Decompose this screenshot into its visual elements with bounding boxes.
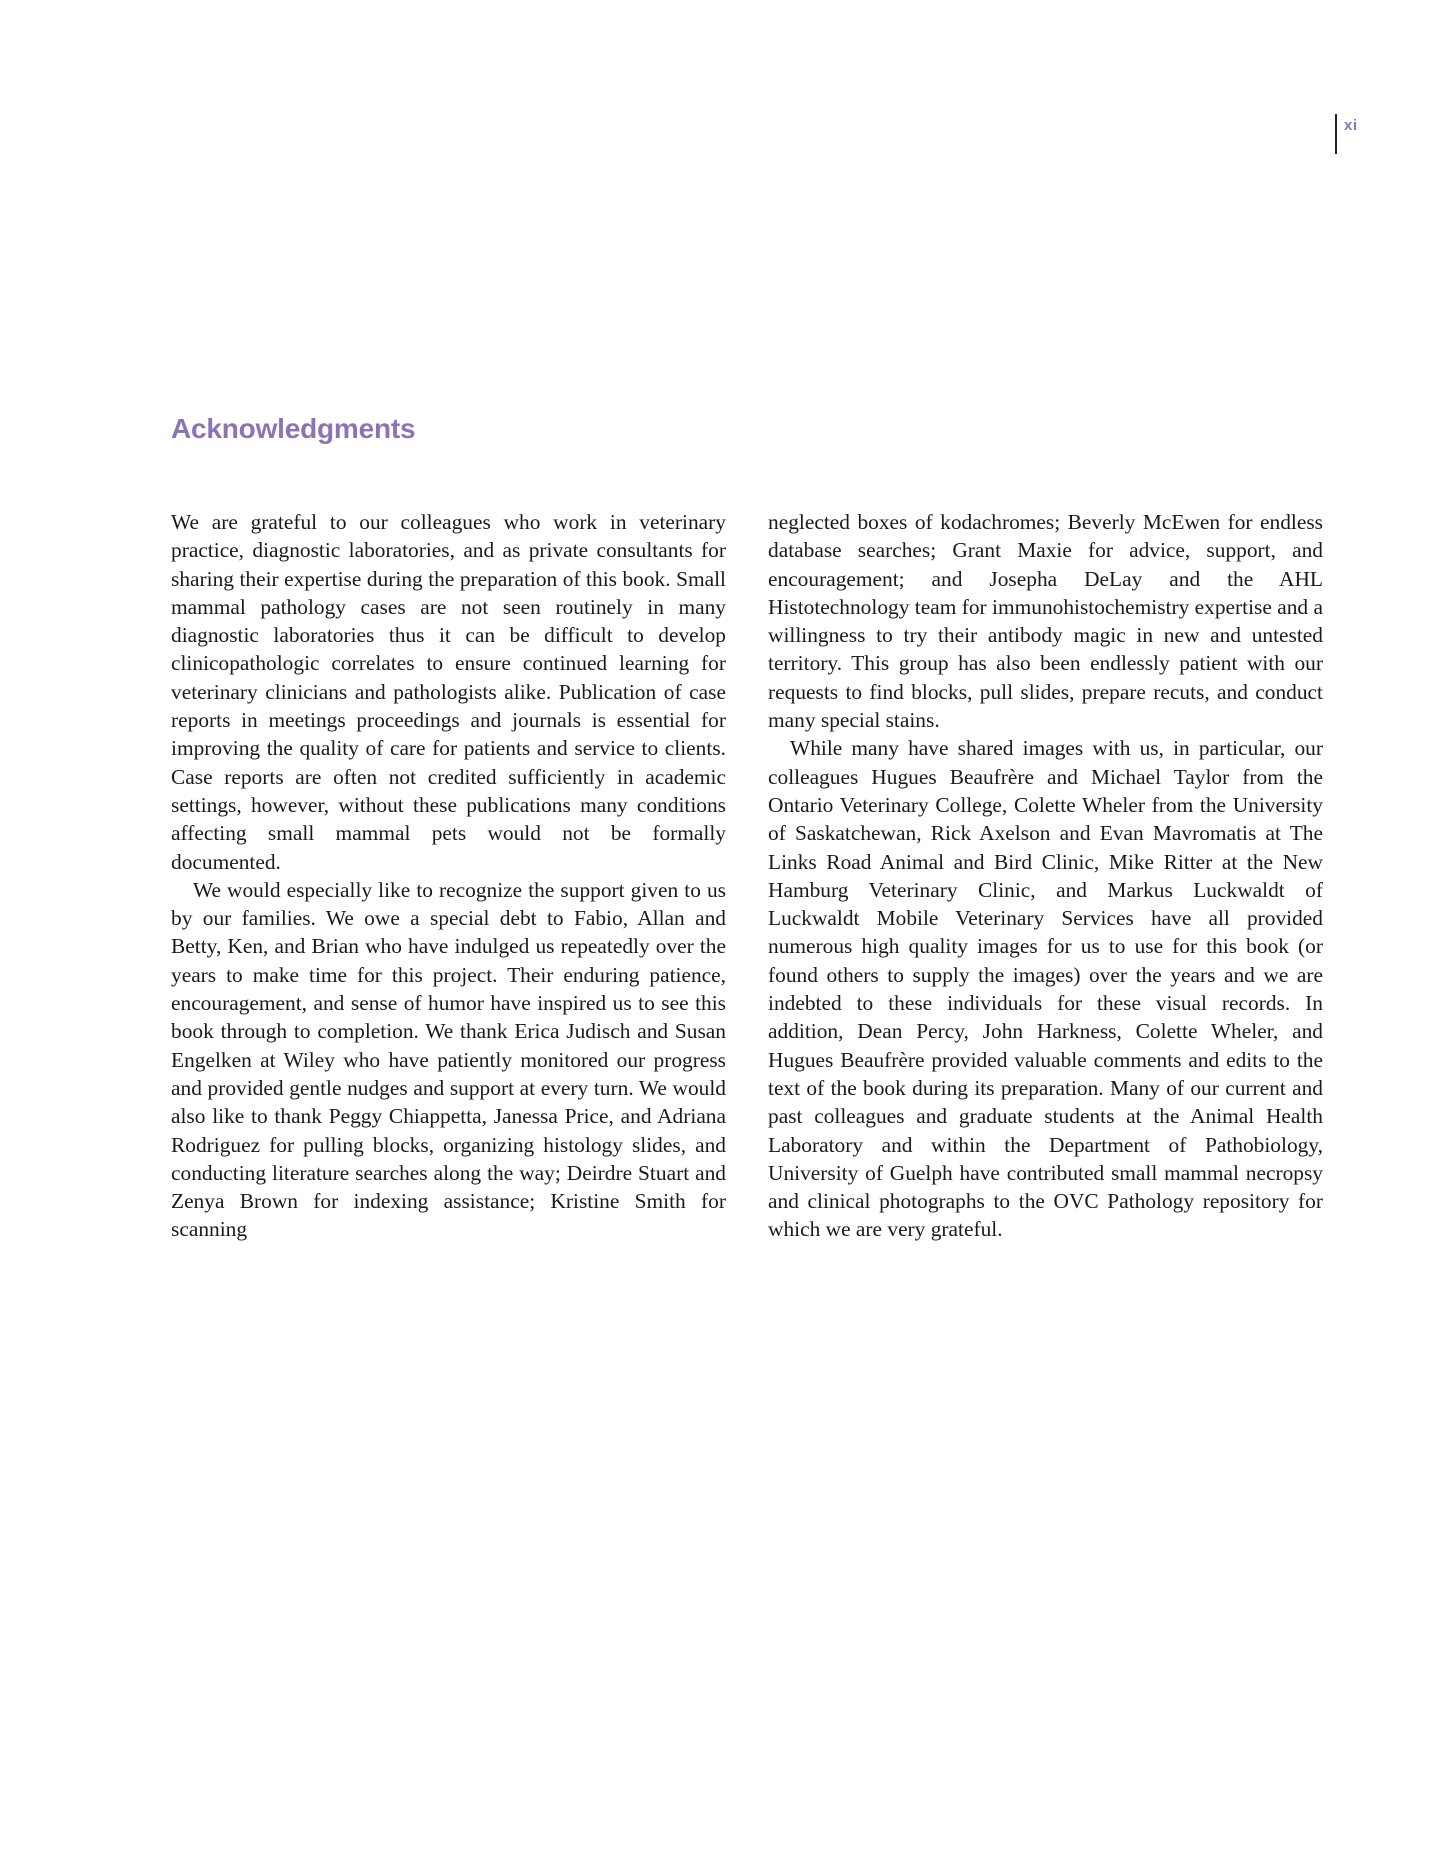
- paragraph: While many have shared images with us, in particular, our colleagues Hugues Beaufrère and Michael Taylor from the Ontario Veterinary College, Colette Wheler from the University of Saskatchewan, Rick Axelson and Evan Mavromatis at The Links Road Animal and Bird Clinic, Mike Ritter at the New Hamburg Veterinary Clinic, and Markus Luckwaldt of Luckwaldt Mobile Veterinary Services have all provided numerous high quality images for us to use for this book (or found others to supply the images) over the years and we are indebted to these individuals for these visual records. In addition, Dean Percy, John Harkness, Colette Wheler, and Hugues Beaufrère provided valuable comments and edits to the text of the book during its preparation. Many of our current and past colleagues and graduate students at the Animal Health Laboratory and within the Department of Pathobiology, University of Guelph have contributed small mammal necropsy and clinical photographs to the OVC Pathology repository for which we are very grateful.: [768, 736, 1323, 1242]
- page-number: xi: [1344, 117, 1358, 134]
- text-column-right: [768, 508, 1323, 1244]
- section-title: Acknowledgments: [171, 413, 416, 444]
- paragraph: neglected boxes of kodachromes; Beverly McEwen for endless database searches; Grant Maxie for advice, support, and encouragement; and Josepha DeLay and the AHL Histotechnology team for immunohistochemistry expertise and a willingness to try their antibody magic in new and untested territory. This group has also been endlessly patient with our requests to find blocks, pull slides, prepare recuts, and conduct many special stains.: [768, 510, 1323, 733]
- folio-rule: [1335, 114, 1337, 154]
- text-column-left: [171, 508, 726, 1244]
- paragraph: We would especially like to recognize the support given to us by our families. We owe a special debt to Fabio, Allan and Betty, Ken, and Brian who have indulged us repeatedly over the years to make time for this project. Their enduring patience, encouragement, and sense of humor have inspired us to see this book through to completion. We thank Erica Judisch and Susan Engelken at Wiley who have patiently monitored our progress and provided gentle nudges and support at every turn. We would also like to thank Peggy Chiappetta, Janessa Price, and Adriana Rodriguez for pulling blocks, organizing histology slides, and conducting literature searches along the way; Deirdre Stuart and Zenya Brown for indexing assistance; Kristine Smith for scanning: [171, 877, 726, 1242]
- paragraph: We are grateful to our colleagues who work in veterinary practice, diagnostic laboratories, and as private consultants for sharing their expertise during the preparation of this book. Small mammal pathology cases are not seen routinely in many diagnostic laboratories thus it can be difficult to develop clinicopathologic correlates to ensure continued learning for veterinary clinicians and pathologists alike. Publication of case reports in meetings proceedings and journals is essential for improving the quality of care for patients and service to clients. Case reports are often not credited sufficiently in academic settings, however, without these publications many conditions affecting small mammal pets would not be formally documented.: [171, 510, 726, 874]
